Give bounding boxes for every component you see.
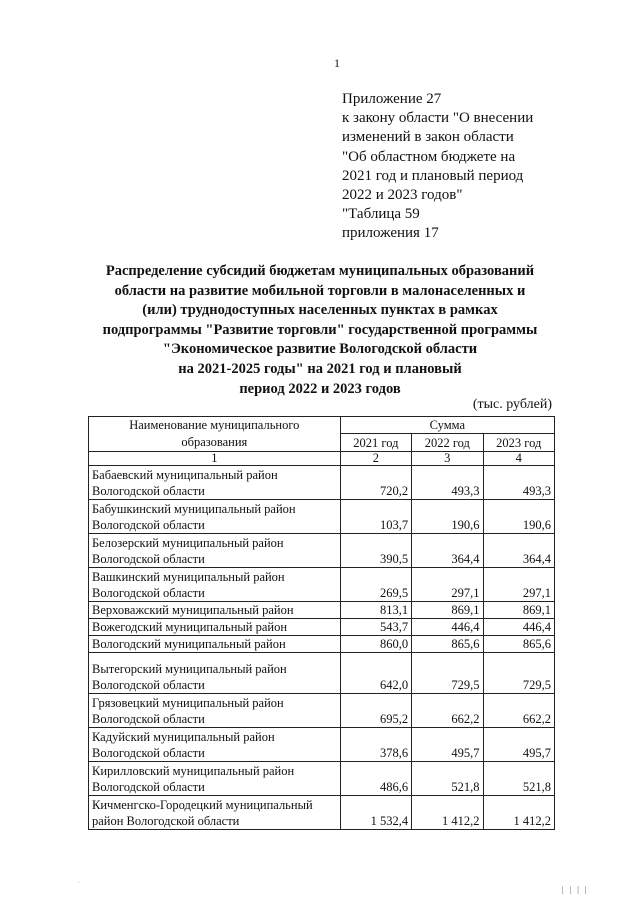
district-name: Вологодский муниципальный район (89, 636, 341, 653)
year-header-2021: 2021 год (340, 433, 411, 451)
appendix-line: изменений в закон области (342, 129, 514, 146)
year-header-2022: 2022 год (412, 433, 483, 451)
units-label: (тыс. рублей) (472, 397, 552, 412)
title-line: подпрограммы "Развитие торговли" государственной программы (102, 321, 538, 338)
title-line: "Экономическое развитие Вологодской области (162, 341, 478, 358)
value-2023: 729,5 (483, 653, 554, 694)
value-2021: 486,6 (340, 762, 411, 796)
document-title (80, 262, 560, 399)
value-2021: 1 532,4 (340, 796, 411, 830)
name-header-line: образования (181, 435, 248, 449)
district-name: Кичменгско-Городецкий муниципальный район Вологодской области (89, 796, 341, 830)
value-2023: 865,6 (483, 636, 554, 653)
table-row (89, 796, 555, 830)
value-2023: 446,4 (483, 619, 554, 636)
value-2022: 446,4 (412, 619, 483, 636)
appendix-line: "Об областном бюджете на (342, 148, 516, 165)
district-name: Вытегорский муниципальный район Вологодской области (89, 653, 341, 694)
column-number: 4 (483, 452, 554, 466)
district-name: Кирилловский муниципальный район Вологодской области (89, 762, 341, 796)
district-name: Белозерский муниципальный район Вологодской области (89, 534, 341, 568)
subsidies-table (88, 416, 555, 830)
title-line: области на развитие мобильной торговли в малонаселенных и (114, 282, 526, 299)
column-number: 2 (340, 452, 411, 466)
district-name: Бабаевский муниципальный район Вологодской области (89, 466, 341, 500)
value-2021: 390,5 (340, 534, 411, 568)
value-2023: 297,1 (483, 568, 554, 602)
value-2023: 1 412,2 (483, 796, 554, 830)
table-row (89, 694, 555, 728)
value-2023: 662,2 (483, 694, 554, 728)
value-2021: 269,5 (340, 568, 411, 602)
scan-corner-mark: | | | | (562, 885, 589, 894)
district-name: Вашкинский муниципальный район Вологодской области (89, 568, 341, 602)
value-2021: 695,2 (340, 694, 411, 728)
value-2022: 297,1 (412, 568, 483, 602)
value-2021: 720,2 (340, 466, 411, 500)
year-header-2023: 2023 год (483, 433, 554, 451)
value-2021: 543,7 (340, 619, 411, 636)
value-2021: 378,6 (340, 728, 411, 762)
appendix-line: приложения 17 (342, 225, 439, 242)
column-number: 3 (412, 452, 483, 466)
appendix-reference (342, 90, 533, 244)
district-name: Грязовецкий муниципальный район Вологодской области (89, 694, 341, 728)
table-row (89, 636, 555, 653)
sum-column-header: Сумма (340, 417, 554, 434)
appendix-line: 2022 и 2023 годов" (342, 187, 463, 204)
value-2022: 521,8 (412, 762, 483, 796)
value-2022: 190,6 (412, 500, 483, 534)
title-line: (или) труднодоступных населенных пунктах в рамках (142, 302, 498, 319)
value-2023: 521,8 (483, 762, 554, 796)
title-line: на 2021-2025 годы" на 2021 год и плановый (178, 360, 462, 377)
value-2022: 1 412,2 (412, 796, 483, 830)
value-2023: 364,4 (483, 534, 554, 568)
table-row (89, 568, 555, 602)
table-row (89, 762, 555, 796)
value-2021: 103,7 (340, 500, 411, 534)
value-2023: 495,7 (483, 728, 554, 762)
value-2023: 190,6 (483, 500, 554, 534)
value-2022: 364,4 (412, 534, 483, 568)
table-row (89, 653, 555, 694)
value-2021: 813,1 (340, 602, 411, 619)
value-2023: 869,1 (483, 602, 554, 619)
table-row (89, 466, 555, 500)
column-number: 1 (89, 452, 341, 466)
district-name: Верховажский муниципальный район (89, 602, 341, 619)
value-2022: 495,7 (412, 728, 483, 762)
page-number: 1 (334, 56, 340, 70)
scan-dot-mark: · (78, 880, 80, 886)
appendix-line: "Таблица 59 (342, 206, 420, 223)
appendix-line: Приложение 27 (342, 91, 442, 107)
table-row (89, 602, 555, 619)
title-line: период 2022 и 2023 годов (239, 380, 401, 397)
value-2021: 860,0 (340, 636, 411, 653)
value-2022: 662,2 (412, 694, 483, 728)
table-row (89, 534, 555, 568)
name-header-line: Наименование муниципального (129, 418, 300, 432)
value-2022: 493,3 (412, 466, 483, 500)
table-row (89, 500, 555, 534)
table-row (89, 619, 555, 636)
title-line: Распределение субсидий бюджетам муниципальных образований (105, 263, 535, 279)
district-name: Кадуйский муниципальный район Вологодской области (89, 728, 341, 762)
appendix-line: 2021 год и плановый период (342, 167, 524, 184)
district-name: Бабушкинский муниципальный район Вологодской области (89, 500, 341, 534)
table-row (89, 728, 555, 762)
value-2022: 865,6 (412, 636, 483, 653)
name-column-header (89, 417, 341, 452)
value-2022: 869,1 (412, 602, 483, 619)
value-2023: 493,3 (483, 466, 554, 500)
value-2022: 729,5 (412, 653, 483, 694)
value-2021: 642,0 (340, 653, 411, 694)
appendix-line: к закону области "О внесении (342, 110, 534, 127)
district-name: Вожегодский муниципальный район (89, 619, 341, 636)
